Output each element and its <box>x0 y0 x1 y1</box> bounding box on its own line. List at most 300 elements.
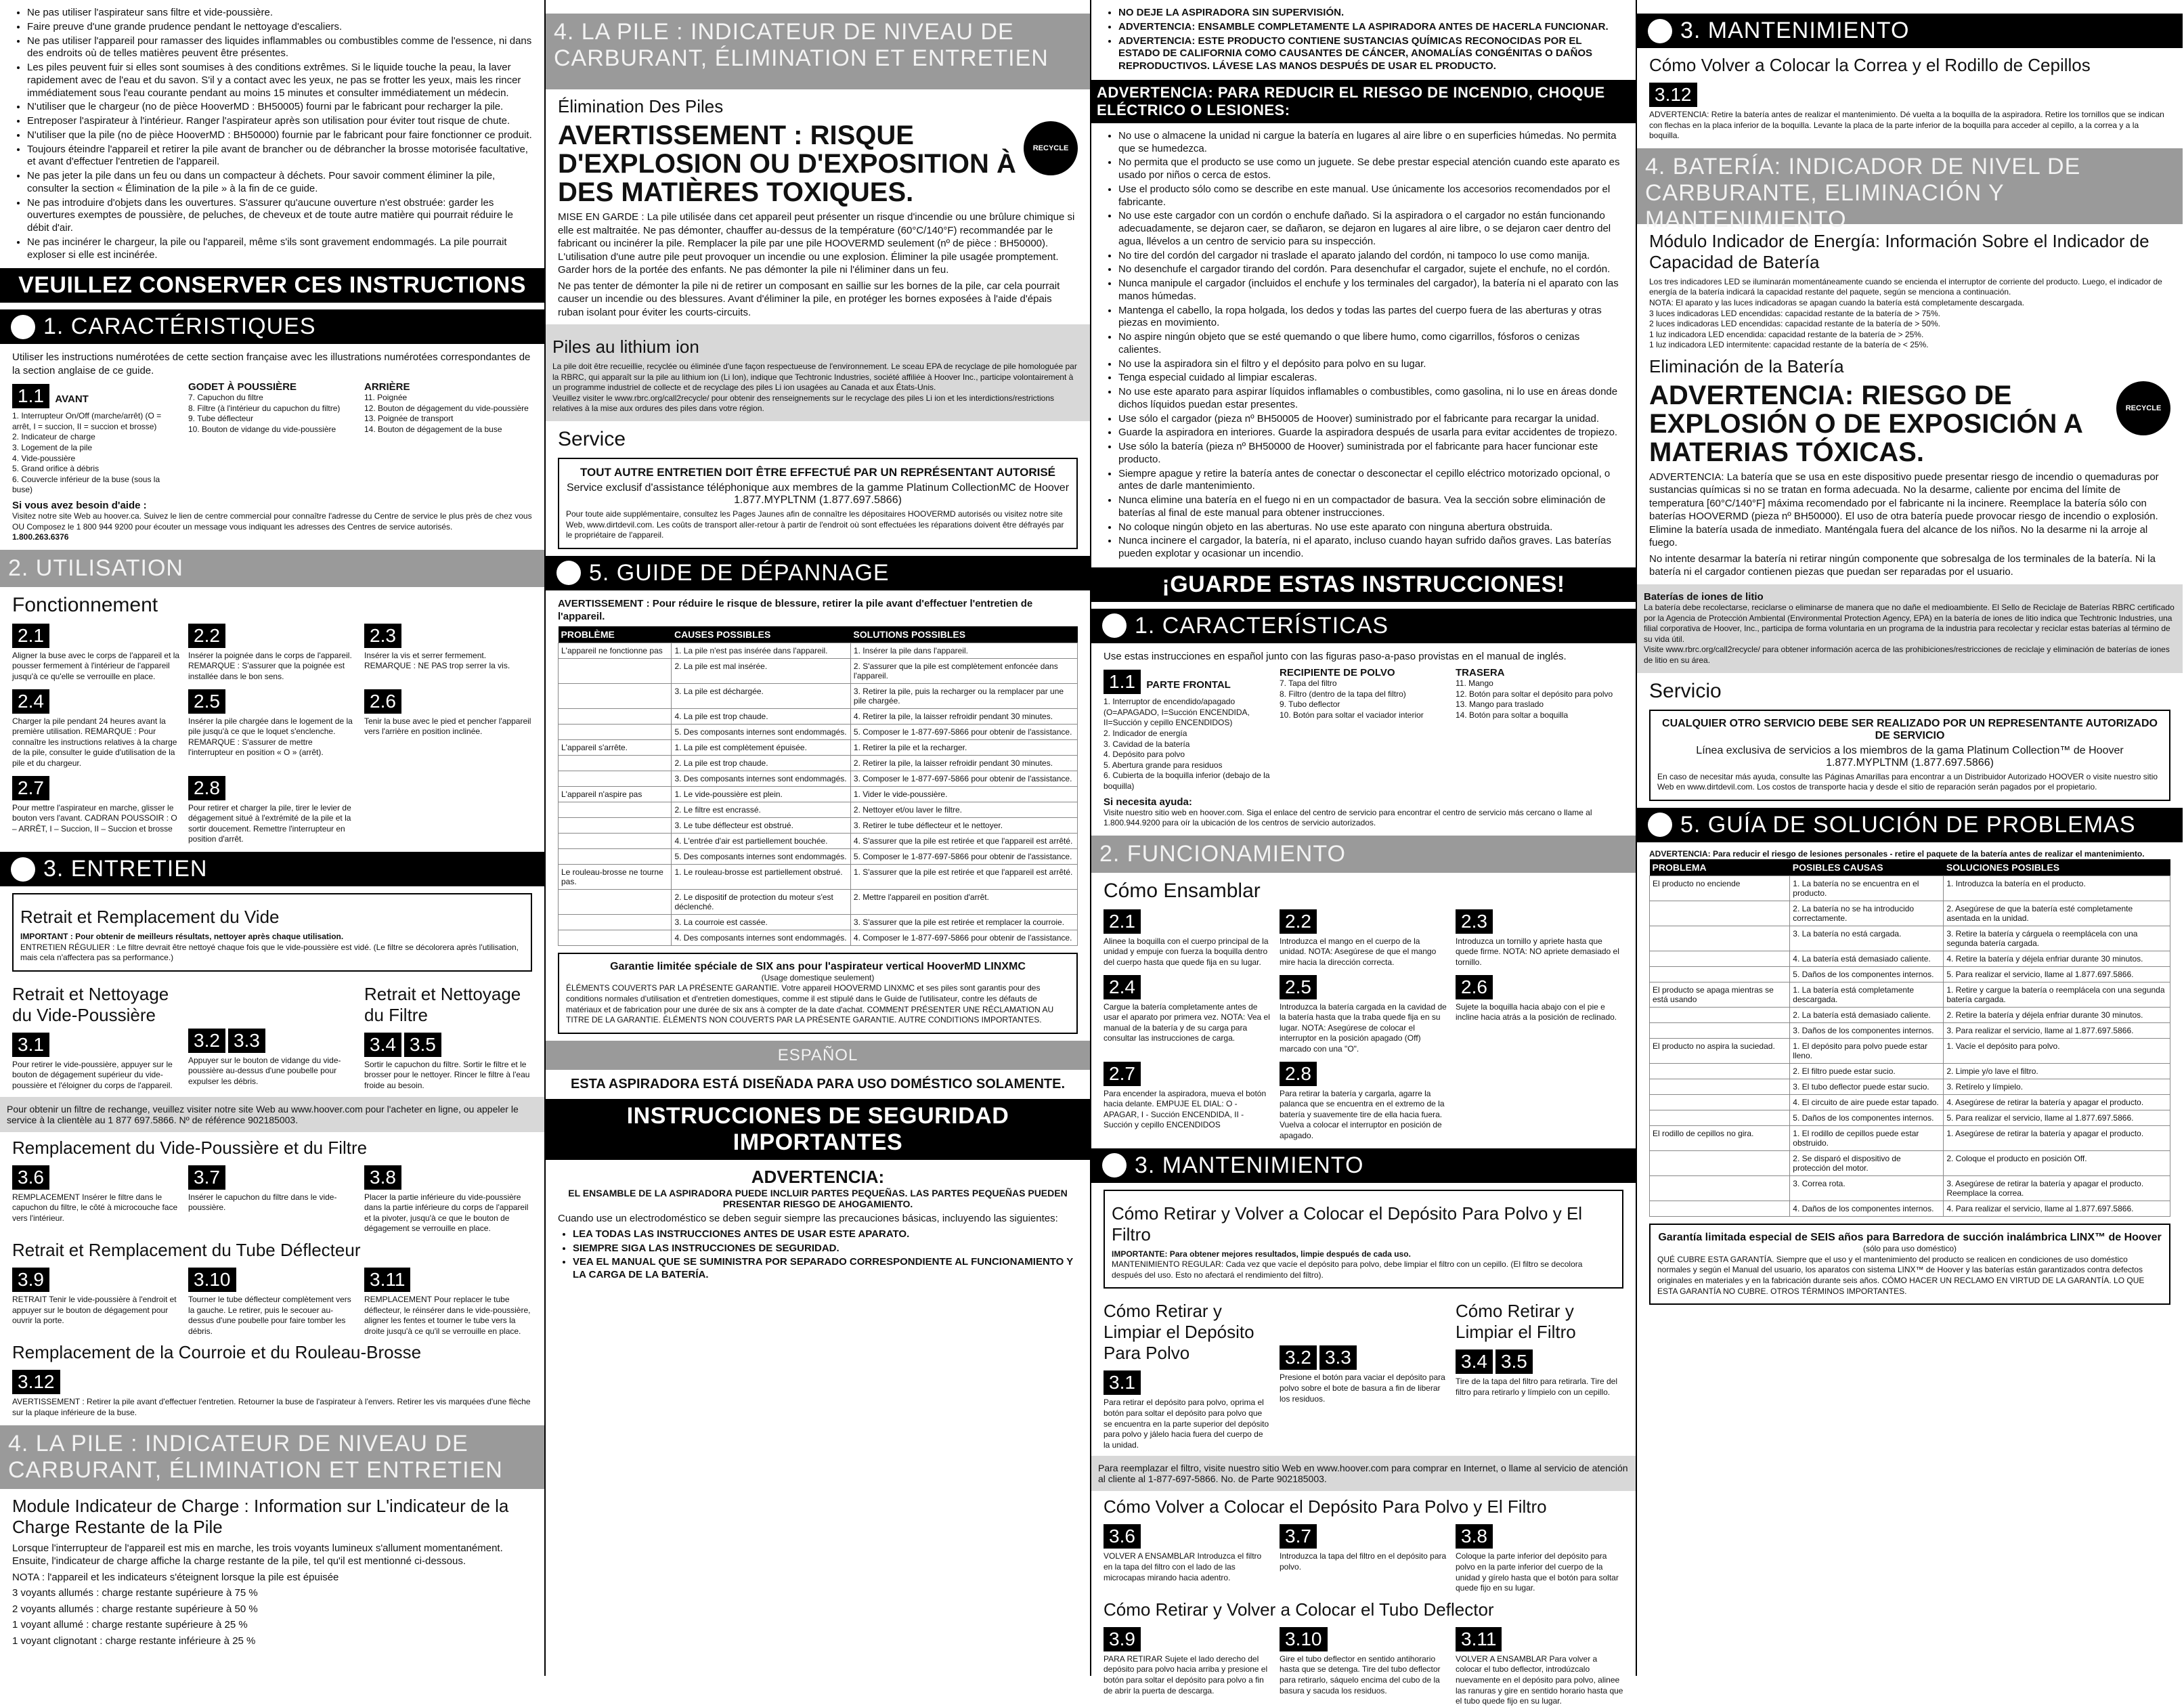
table-cell: 4. Asegúrese de retirar la batería y apagar el producto. <box>1944 1095 2170 1110</box>
table-cell: 3. La batería no está cargada. <box>1790 926 1944 951</box>
step <box>12 687 180 769</box>
group-title: GODET À POUSSIÈRE <box>188 381 297 393</box>
section-heading <box>0 309 544 344</box>
step-number: 2.2 <box>1280 909 1317 934</box>
list-item: • Nunca elimine una batería en el fuego ni en un compactador de basura. Vea la sección sobre eliminación de baterías al final de este manual para obtener instrucciones. <box>1118 494 1623 520</box>
table-cell: El producto no aspira la suciedad. <box>1650 1039 1790 1064</box>
features-grid <box>12 381 532 496</box>
step-number: 2.6 <box>1456 975 1493 999</box>
table-row <box>1650 1110 2170 1126</box>
list-item: • Use sólo el cargador (pieza nº BH50005 de Hoover) suministrado por el fabricante para recargar la unidad. <box>1118 413 1623 426</box>
table-cell: 5. Composer le 1-877-697-5866 pour obtenir de l'assistance. <box>850 724 1077 739</box>
list-item: 1 luz indicadora LED encendida: capacidad restante de la batería de > 25%. <box>1649 329 1924 339</box>
table-cell: 4. L'entrée d'air est partiellement bouchée. <box>672 833 850 848</box>
step-text: Introduzca un tornillo y apriete hasta que quede firme. NOTA: NO apriete demasiado el tornillo. <box>1456 936 1619 968</box>
subsection-title: Retrait et Nettoyage du Vide-Poussière <box>12 983 169 1025</box>
table-body <box>559 643 1078 945</box>
step-text: Insérer le capuchon du filtre dans le vide-poussière. <box>188 1192 337 1213</box>
troubleshoot-warning: AVERTISSEMENT : Pour réduire le risque de blessure, retirer la pile avant d'effectuer l'entretien de l'appareil. <box>558 597 1033 623</box>
list-item: 12. Bouton de dégagement du vide-poussière <box>364 403 529 413</box>
table-cell <box>1650 1095 1790 1110</box>
step-text: Para retirar la batería y cargarla, agarre la palanca que se encuentra en el extremo de la batería y suavemente tire de ella hacia fuera. Vuelva a colocar el interruptor en posición de apagado. <box>1280 1088 1445 1140</box>
help-text: Visitez notre site Web au hoover.ca. Suivez le lien de centre commercial pour connaître l'adresse du Centre de service le plus près de chez vous OU Composez le 1 800 944 9200 pour écouter un message vous indiquant les adresses des Centres de service autorisés. <box>12 511 532 532</box>
table-row <box>559 755 1078 771</box>
table-cell: 4. Des composants internes sont endommagés. <box>672 930 850 945</box>
list-item: • Use el producto sólo como se describe en este manual. Use únicamente los accesorios recomendados por el fabricante. <box>1118 183 1623 209</box>
table-cell: 1. Le rouleau-brosse est partiellement obstrué. <box>672 864 850 889</box>
table-header: SOLUCIONES POSIBLES <box>1944 859 2170 876</box>
table-cell: 1. Asegúrese de retirar la batería y apagar el producto. <box>1944 1126 2170 1151</box>
step-number: 3.7 <box>188 1165 225 1190</box>
table-cell: 4. Retire la batería y déjela enfriar durante 30 minutos. <box>1944 951 2170 967</box>
step-text: Introduzca la tapa del filtro en el depósito para polvo. <box>1280 1551 1447 1572</box>
step-number: 3.5 <box>404 1033 441 1057</box>
list-item: • No tire del cordón del cargador ni traslade el aparato jalando del cordón, ni tampoco lo use como manija. <box>1118 250 1623 263</box>
step <box>12 621 180 683</box>
table-row <box>559 817 1078 833</box>
step-group <box>188 978 356 1092</box>
step <box>1456 972 1623 1055</box>
step-number: 3.6 <box>12 1165 49 1190</box>
domestic-use-note: ESTA ASPIRADORA ESTÁ DISEÑADA PARA USO DOMÉSTICO SOLAMENTE. <box>570 1077 1066 1092</box>
service-box <box>1649 710 2170 801</box>
table-cell: 4. Composer le 1-877-697-5866 pour obtenir de l'assistance. <box>850 930 1077 945</box>
table-cell: 3. La pile est déchargée. <box>672 683 850 708</box>
table-row <box>559 889 1078 914</box>
top-warnings <box>1104 7 1623 73</box>
table-row <box>1650 1151 2170 1176</box>
box-text: Veuillez visiter le www.rbrc.org/call2recycle/ pour obtenir des renseignements sur le recyclage des piles Li ion et les interdictions/restrictions relatives à la mise aux ordures des piles dans votre région. <box>552 393 1054 414</box>
caution-text: MISE EN GARDE : La pile utilisée dans cet appareil peut présenter un risque d'incendie ou une brûlure chimique si elle est maltraitée. Ne pas démonter, chauffer au-dessus de la température (60°C/140°F) recommandée par le fabricant ou incinérer la pile. Remplacer la pile par une pile HOOVERMD seulement (nº de pièce : BH50000). L'utilisation d'une autre pile peut provoquer un incendie ou une explosion. Éliminer la pile usagée promptement. Garder hors de la portée des enfants. Ne pas démonter la pile ni l'éliminer dans un feu. <box>558 211 1075 276</box>
section-title: 5. GUIDE DE DÉPANNAGE <box>589 559 890 586</box>
section-heading <box>1637 14 2183 48</box>
subsection-title: Cómo Retirar y Volver a Colocar el Tubo Deflector <box>1104 1599 1494 1620</box>
table-row <box>1650 982 2170 1008</box>
step-text: PARA RETIRAR Sujete el lado derecho del depósito para polvo hacia arriba y presione el botón para soltar el depósito para polvo a fin de abrir la puerta de descarga. <box>1104 1654 1268 1695</box>
list-item: • No use la aspiradora sin el filtro y el depósito para polvo en su lugar. <box>1118 358 1623 371</box>
bullet-dot-icon <box>1648 813 1672 837</box>
table-cell <box>1650 967 1790 982</box>
table-cell: 2. Le dispositif de protection du moteur s'est déclenché. <box>672 889 850 914</box>
intro-text: Utiliser les instructions numérotées de cette section française avec les illustrations numérotées correspondantes de la section anglaise de ce guide. <box>12 351 531 376</box>
warning-banner: ADVERTENCIA: PARA REDUCIR EL RIESGO DE INCENDIO, CHOQUE ELÉCTRICO O LESIONES: <box>1091 80 1636 123</box>
troubleshoot-table <box>558 626 1078 946</box>
bullet-dot-icon <box>556 561 581 585</box>
step-number: 3.1 <box>1104 1370 1141 1395</box>
steps-row <box>12 621 532 683</box>
important-note: IMPORTANT : Pour obtenir de meilleurs résultats, nettoyer après chaque utilisation. <box>20 932 344 941</box>
list-item: • Faire preuve d'une grande prudence pendant le nettoyage d'escaliers. <box>27 21 532 34</box>
lithium-box <box>1637 584 2183 673</box>
step <box>188 1163 356 1234</box>
table-row <box>1650 1023 2170 1039</box>
safety-banner: INSTRUCCIONES DE SEGURIDAD IMPORTANTES <box>546 1099 1090 1160</box>
step-number: 3.7 <box>1280 1524 1317 1549</box>
service-subtitle: Service exclusif d'assistance téléphonique aux membres de la gamme Platinum CollectionMC de Hoover 1.877.MYPLTNM (1.877.697.5866) <box>566 481 1070 506</box>
list-item: • No permita que el producto se use como un juguete. Se debe prestar especial atención cuando este aparato es usado por niños o cerca de estos. <box>1118 156 1623 182</box>
list-item: 11. Mango <box>1456 678 1493 689</box>
entretien-box <box>12 893 532 972</box>
list-item: 8. Filtro (dentro de la tapa del filtro) <box>1280 689 1406 699</box>
step-text: Para retirar el depósito para polvo, oprima el botón para soltar el depósito para polvo que se encuentra en la parte superior del depósito para polvo y jálelo hacia fuera del cuerpo de la unidad. <box>1104 1398 1269 1450</box>
help-text: Visite nuestro sitio web en hoover.com. Siga el enlace del centro de servicio para encontrar el centro de servicio más cercano o llame al 1.800.944.9200 para oír la ubicación de los centros de servicio autorizados. <box>1104 807 1592 828</box>
step <box>188 687 356 769</box>
subsection-title: Eliminación de la Batería <box>1649 355 1844 376</box>
table-cell: 1. Introduzca la batería en el producto. <box>1944 876 2170 901</box>
table-cell: L'appareil s'arrête. <box>559 739 672 755</box>
step <box>1280 1059 1447 1142</box>
step-text: Coloque la parte inferior del depósito para polvo en la parte inferior del cuerpo de la unidad y gírelo hasta que el botón para soltar quede fijo en su lugar. <box>1456 1551 1619 1593</box>
bullet-dot-icon <box>1648 19 1672 43</box>
list-item: • Entreposer l'aspirateur à l'intérieur. Ranger l'aspirateur après son utilisation pour éviter tout risque de chute. <box>27 115 532 128</box>
step-number: 3.12 <box>12 1370 60 1394</box>
table-cell <box>1650 1008 1790 1023</box>
steps-row <box>1104 1624 1623 1707</box>
table-row <box>1650 1176 2170 1201</box>
subsection-title: Remplacement du Vide-Poussière et du Filtre <box>12 1137 368 1158</box>
subsection-title: Retrait et Nettoyage du Filtre <box>364 983 521 1025</box>
table-cell <box>559 755 672 771</box>
step-number: 3.2 <box>1280 1345 1317 1370</box>
step <box>12 1265 180 1337</box>
subsection-title: Retrait et Remplacement du Tube Déflecteur <box>12 1239 361 1260</box>
warranty-text: QUÉ CUBRE ESTA GARANTÍA. Siempre que el uso y el mantenimiento del producto se realicen en condiciones de uso doméstico normales y según el Manual del usuario, los aparatos con sistema LINX™ de Hoover y las baterías están garantizados contra defectos originales en materiales y en la fabricación durante seis años. CÓMO HACER UN RECLAMO EN VIRTUD DE LA GARANTÍA. LO QUE ESTA GARANTÍA NO CUBRE. OTROS TÉRMINOS IMPORTANTES. <box>1657 1254 2145 1296</box>
table-cell: 5. Des composants internes sont endommagés. <box>672 724 850 739</box>
table-row <box>559 914 1078 930</box>
table-cell: 1. La batería está completamente descargada. <box>1790 982 1944 1008</box>
table-cell: L'appareil n'aspire pas <box>559 786 672 802</box>
step <box>1456 907 1623 968</box>
list-item: • No aspire ningún objeto que se esté quemando o que libere humo, como cigarrillos, fósforos o cenizas calientes. <box>1118 331 1623 357</box>
warning-heading: ADVERTENCIA: RIESGO DE EXPLOSIÓN O DE EXPOSICIÓN A MATERIAS TÓXICAS. <box>1649 380 2082 467</box>
box-text: La pile doit être recueillie, recyclée ou éliminée d'une façon respectueuse de l'environnement. Le sceau EPA de recyclage de pile homologuée par la RBRC, qui apparaît sur la pile au lithium ion (Li Ion), indique que Techtronic Industries, société affiliée à Hoover Inc., participe volontairement à un programme industriel de collecte et de recyclage des piles Li ion usagées au Canada et aux États-Unis. <box>552 362 1077 393</box>
table-cell: 4. Retirer la pile, la laisser refroidir pendant 30 minutes. <box>850 708 1077 724</box>
table-cell: 3. Retirer le tube déflecteur et le nettoyer. <box>850 817 1077 833</box>
section-heading <box>1091 1148 1636 1183</box>
group-title: TRASERA <box>1456 667 1505 679</box>
step-number: 2.1 <box>1104 909 1141 934</box>
list-item: • Mantenga el cabello, la ropa holgada, los dedos y todas las partes del cuerpo fuera de las aberturas y otras piezas en movimiento. <box>1118 305 1623 330</box>
step-text: VOLVER A ENSAMBLAR Introduzca el filtro en la tapa del filtro con el lado de las microcapas mirando hacia adentro. <box>1104 1551 1262 1582</box>
table-cell: 5. Para realizar el servicio, llame al 1.877.697.5866. <box>1944 1110 2170 1126</box>
table-cell: 2. La batería está demasiado caliente. <box>1790 1008 1944 1023</box>
table-row <box>559 708 1078 724</box>
step-number: 3.9 <box>1104 1627 1141 1651</box>
list-item: 1 voyant clignotant : charge restante inférieure à 25 % <box>12 1635 256 1647</box>
group-title: RECIPIENTE DE POLVO <box>1280 667 1395 679</box>
table-cell: 1. La pile est complètement épuisée. <box>672 739 850 755</box>
list-item: • Nunca manipule el cargador (incluidos el enchufe y los terminales del cargador), la batería ni el aparato con las manos húmedas. <box>1118 278 1623 303</box>
box-text: Visite www.rbrc.org/call2recycle/ para obtener información acerca de las prohibiciones/restricciones de reciclaje y eliminación de baterías de iones de litio en su área. <box>1644 645 2170 665</box>
step <box>1104 972 1271 1055</box>
table-row <box>559 643 1078 658</box>
step-number: 2.8 <box>1280 1062 1317 1086</box>
column-spanish-1 <box>1091 0 1637 1706</box>
list-item: 3. Logement de la pile <box>12 443 93 453</box>
list-item: • LEA TODAS LAS INSTRUCCIONES ANTES DE USAR ESTE APARATO. <box>573 1228 1078 1241</box>
list-item: 1 voyant allumé : charge restante supérieure à 25 % <box>12 1619 248 1631</box>
step <box>1280 1521 1447 1593</box>
list-item: 13. Poignée de transport <box>364 414 454 424</box>
step <box>1104 1624 1271 1707</box>
table-header: POSIBLES CAUSAS <box>1790 859 1944 876</box>
table-cell: 5. Composer le 1-877-697-5866 pour obtenir de l'assistance. <box>850 848 1077 864</box>
list-item: • Ne pas utiliser l'appareil pour ramasser des liquides inflammables ou combustibles comme de l'essence, ni dans des endroits où de telles matières peuvent être présentes. <box>27 35 532 61</box>
table-cell <box>559 848 672 864</box>
list-item: • No use este aparato para aspirar líquidos inflamables o combustibles, como gasolina, ni lo use en áreas donde dichos líquidos puedan estar presentes. <box>1118 386 1623 412</box>
table-cell <box>1650 1176 1790 1201</box>
table-cell: 3. Correa rota. <box>1790 1176 1944 1201</box>
step-number: 3.8 <box>364 1165 401 1190</box>
step-text: Aligner la buse avec le corps de l'appareil et la pousser fermement à l'intérieur de l'appareil jusqu'à ce qu'elle se verrouille en place. <box>12 650 180 682</box>
steps-row <box>1104 1059 1623 1142</box>
table-header: PROBLEMA <box>1650 859 1790 876</box>
table-cell <box>559 724 672 739</box>
step-text: Insérer la poignée dans le corps de l'appareil. REMARQUE : S'assurer que la poignée est installée dans le bon sens. <box>188 650 352 682</box>
list-item: • N'utiliser que la pile (no de pièce HooverMD : BH50000) fournie par le fabricant pour faire fonctionner ce produit. <box>27 129 532 142</box>
section-heading: 4. LA PILE : INDICATEUR DE NIVEAU DE CARBURANT, ÉLIMINATION ET ENTRETIEN <box>546 14 1090 89</box>
table-cell: 1. Vacíe el depósito para polvo. <box>1944 1039 2170 1064</box>
list-item: 3. Cavidad de la batería <box>1104 739 1190 749</box>
subsection-title: Module Indicateur de Charge : Information sur L'indicateur de la Charge Restante de la Pile <box>12 1495 509 1537</box>
table-cell: 4. La pile est trop chaude. <box>672 708 850 724</box>
features-recipiente <box>1280 667 1447 792</box>
table-cell: 2. Le filtre est encrassé. <box>672 802 850 817</box>
steps-row <box>12 1265 532 1337</box>
module-note: NOTA : l'appareil et les indicateurs s'éteignent lorsque la pile est épuisée <box>12 1571 339 1583</box>
step <box>1280 907 1447 968</box>
step <box>12 773 180 845</box>
step-number: 2.4 <box>12 689 49 714</box>
list-item: • Nunca incinere el cargador, la batería, ni el aparato, incluso cuando hayan sufrido daños graves. Las baterías pueden explotar y ocasionar un incendio. <box>1118 535 1623 561</box>
step-text: AVERTISSEMENT : Retirer la pile avant d'effectuer l'entretien. Retourner la buse de l'aspirateur à l'envers. Retirer les vis marquées d'une flèche sur la plaque inférieure de la buse. <box>12 1397 531 1417</box>
step-number: 1.1 <box>12 384 49 408</box>
table-row <box>1650 876 2170 901</box>
table-cell: 2. Retire la batería y déjela enfriar durante 30 minutos. <box>1944 1008 2170 1023</box>
disassembly-text: Ne pas tenter de démonter la pile ni de retirer un composant en saillie sur les bornes de la pile, car cela pourrait causer un incendie ou des blessures. Avant d'éliminer la pile, en protéger les bornes exposées à l'aide d'épais ruban isolant pour éviter les courts-circuits. <box>558 280 1060 318</box>
step <box>364 1163 532 1234</box>
table-cell: 3. Le tube déflecteur est obstrué. <box>672 817 850 833</box>
table-cell: 1. El depósito para polvo puede estar lleno. <box>1790 1039 1944 1064</box>
list-item: 2 voyants allumés : charge restante supérieure à 50 % <box>12 1603 258 1615</box>
table-cell: 3. Composer le 1-877-697-5866 pour obtenir de l'assistance. <box>850 771 1077 786</box>
features-trasera <box>1456 667 1623 792</box>
module-text: Los tres indicadores LED se iluminarán momentáneamente cuando se encienda el interruptor de corriente del producto. Luego, el indicador de energía de la batería indicará la capacidad restante del paquete, según se menciona a continuación. <box>1649 276 2162 297</box>
list-item: • No desenchufe el cargador tirando del cordón. Para desenchufar el cargador, sujete el enchufe, no el cordón. <box>1118 263 1623 276</box>
table-cell <box>559 683 672 708</box>
step <box>1280 1624 1447 1707</box>
section-title: 1. CARACTERÍSTICAS <box>1135 612 1389 639</box>
step-text: Gire el tubo deflector en sentido antihorario hasta que se detenga. Tire del tubo deflector para retirarlo, sáquelo encima del cubo de la basura y sacuda los residuos. <box>1280 1654 1441 1695</box>
list-item: 10. Botón para soltar el vaciador interior <box>1280 710 1424 720</box>
list-item: • Use sólo la batería (pieza nº BH50000 de Hoover) suministrada por el fabricante para hacer funcionar este producto. <box>1118 441 1623 467</box>
list-item: 7. Capuchon du filtre <box>188 393 263 403</box>
table-cell: 2. Mettre l'appareil en position d'arrêt. <box>850 889 1077 914</box>
step-number: 2.5 <box>188 689 225 714</box>
service-text: Pour toute aide supplémentaire, consultez les Pages Jaunes afin de connaître les dépositaires HOOVERMD autorisés ou visitez notre site Web, www.dirtdevil.com. Les coûts de transport aller-retour à partir de l'endroit où sont effectuées les réparations doivent être défrayés par le propriétaire de l'appareil. <box>566 509 1064 540</box>
list-item: 1. Interruptor de encendido/apagado (O=APAGADO, I=Succión ENCENDIDA, II=Succión y cepillo ENCENDIDOS) <box>1104 697 1250 728</box>
table-cell: 5. Daños de los componentes internos. <box>1790 967 1944 982</box>
section-title: 3. MANTENIMIENTO <box>1135 1152 1364 1178</box>
table-cell: 2. Limpie y/o lave el filtro. <box>1944 1064 2170 1079</box>
step-text: Tire de la tapa del filtro para retirarla. Tire del filtro para retirarlo y límpielo con un cepillo. <box>1456 1377 1617 1397</box>
table-cell <box>1650 1064 1790 1079</box>
features-grid <box>1104 667 1623 792</box>
table-cell: 4. S'assurer que la pile est retirée et que l'appareil est arrêté. <box>850 833 1077 848</box>
step-group <box>364 978 532 1092</box>
list-item: 3 luces indicadoras LED encendidas: capacidad restante de la batería de > 75%. <box>1649 308 1940 318</box>
language-heading: ESPAÑOL <box>546 1041 1090 1071</box>
table-cell: 1. S'assurer que la pile est retirée et que l'appareil est arrêté. <box>850 864 1077 889</box>
table-row <box>559 683 1078 708</box>
spacer <box>188 978 356 1026</box>
warning-heading: AVERTISSEMENT : RISQUE D'EXPLOSION OU D'EXPOSITION À DES MATIÈRES TOXIQUES. <box>558 121 1016 207</box>
table-cell: 4. Daños de los componentes internos. <box>1790 1201 1944 1217</box>
list-item: 11. Poignée <box>364 393 408 403</box>
group-title: ARRIÈRE <box>364 381 410 393</box>
table-body <box>1650 876 2170 1217</box>
guarde-banner: ¡GUARDE ESTAS INSTRUCCIONES! <box>1091 567 1636 602</box>
table-row <box>1650 1201 2170 1217</box>
service-text: En caso de necesitar más ayuda, consulte las Páginas Amarillas para encontrar a un Distribuidor Autorizado HOOVER o visite nuestro sitio Web en www.dirtdevil.com. Los costos de transporte hacia y desde el sitio de reparación serán pagados por el propietario. <box>1657 771 2158 792</box>
step <box>364 1265 532 1337</box>
step-number: 2.7 <box>12 776 49 800</box>
step-text: Alinee la boquilla con el cuerpo principal de la unidad y empuje con fuerza la boquilla dentro del cuerpo hasta que quede fija en su lugar. <box>1104 936 1269 968</box>
warranty-title: Garantie limitée spéciale de SIX ans pour l'aspirateur vertical HooverMD LINXMC <box>610 960 1026 972</box>
lithium-box <box>546 324 1090 421</box>
table-cell: 1. Le vide-poussière est plein. <box>672 786 850 802</box>
group-title: PARTE FRONTAL <box>1146 679 1231 691</box>
table-cell <box>559 708 672 724</box>
step-number: 3.4 <box>1456 1349 1493 1374</box>
subsection-title: Servicio <box>1649 679 1722 702</box>
subsection-title: Retrait et Remplacement du Vide <box>20 907 280 927</box>
section-title: 3. MANTENIMIENTO <box>1680 18 1910 43</box>
step-number: 3.10 <box>1280 1627 1328 1651</box>
step-number: 2.8 <box>188 776 225 800</box>
help-title: Si necesita ayuda: <box>1104 796 1192 808</box>
list-item: • No use o almacene la unidad ni cargue la batería en lugares al aire libre o en superficies húmedas. No permita que se humedezca. <box>1118 130 1623 156</box>
disassembly-text: No intente desarmar la batería ni retirar ningún componente que sobresalga de los terminales de la batería. Ni la batería ni el cargador contienen piezas que puedan ser reparadas por el usuario. <box>1649 553 2156 578</box>
list-item: • Ne pas jeter la pile dans un feu ou dans un compacteur à déchets. Pour savoir comment éliminer la pile, consulter la section « Élimination de la pile » à la fin de ce guide. <box>27 170 532 196</box>
bullet-dot-icon <box>11 857 35 882</box>
list-item: 1. Interrupteur On/Off (marche/arrêt) (O = arrêt, I = succion, II = succion et brosse) <box>12 411 162 431</box>
step-text: VOLVER A ENSAMBLAR Para volver a colocar el tubo deflector, introdúzcalo nuevamente en el depósito para polvo, alinee las ranuras y gire en sentido horario hasta que el tubo quede fijo en su lugar. <box>1456 1654 1623 1706</box>
bullet-dot-icon <box>11 315 35 339</box>
table-cell <box>1650 1151 1790 1176</box>
features-godet <box>188 381 356 496</box>
table-cell: 2. Coloque el producto en posición Off. <box>1944 1151 2170 1176</box>
step-number: 2.7 <box>1104 1062 1141 1086</box>
steps-row <box>1104 1295 1623 1450</box>
section-heading: 2. UTILISATION <box>0 550 544 587</box>
table-row <box>559 771 1078 786</box>
section-heading: 2. FUNCIONAMIENTO <box>1091 836 1636 873</box>
table-row <box>1650 951 2170 967</box>
list-item: • NO DEJE LA ASPIRADORA SIN SUPERVISIÓN. <box>1118 7 1623 20</box>
list-item: 9. Tubo deflector <box>1280 699 1340 710</box>
step-number: 3.10 <box>188 1268 236 1292</box>
warranty-title: Garantía limitada especial de SEIS años para Barredora de succión inalámbrica LINX™ de Hoover <box>1658 1232 2162 1244</box>
features-avant <box>12 381 180 496</box>
table-cell <box>1650 1023 1790 1039</box>
subsection-title: Cómo Ensamblar <box>1104 879 1261 902</box>
help-title: Si vous avez besoin d'aide : <box>12 500 147 511</box>
step-number: 3.6 <box>1104 1524 1141 1549</box>
filter-note: Para reemplazar el filtro, visite nuestro sitio Web en www.hoover.com para comprar en Internet, o llame al servicio de atención al cliente al 1-877-697-5866. No. de Parte 902185003. <box>1091 1456 1636 1491</box>
step <box>1104 1059 1271 1142</box>
list-item: • No coloque ningún objeto en las aberturas. No use este aparato con ninguna abertura obstruida. <box>1118 521 1623 534</box>
step-number: 3.2 <box>188 1029 225 1053</box>
service-box <box>558 458 1078 549</box>
table-header: PROBLÈME <box>559 626 672 643</box>
table-cell <box>1650 926 1790 951</box>
bullet-dot-icon <box>1102 613 1127 638</box>
section-heading: 4. LA PILE : INDICATEUR DE NIVEAU DE CARBURANT, ÉLIMINATION ET ENTRETIEN <box>0 1425 544 1489</box>
important-note: IMPORTANTE: Para obtener mejores resultados, limpie después de cada uso. <box>1112 1249 1411 1259</box>
list-item: 4. Vide-poussière <box>12 453 76 463</box>
table-cell: 4. El circuito de aire puede estar tapado. <box>1790 1095 1944 1110</box>
step-text: Pour mettre l'aspirateur en marche, glisser le bouton vers l'avant. CADRAN POUSSOIR : O – ARRÊT, I – Succion, II – Succion et brosse <box>12 802 177 834</box>
warning-label: ADVERTENCIA: <box>751 1167 885 1188</box>
steps-row <box>12 773 532 845</box>
table-row <box>1650 926 2170 951</box>
step <box>188 621 356 683</box>
spacer <box>1280 1295 1447 1343</box>
table-row <box>559 848 1078 864</box>
table-row <box>1650 1064 2170 1079</box>
table-cell: 2. Retirer la pile, la laisser refroidir pendant 30 minutes. <box>850 755 1077 771</box>
list-item: 6. Couvercle inférieur de la buse (sous la buse) <box>12 474 160 495</box>
subsection-title: Cómo Retirar y Volver a Colocar el Depósito Para Polvo y El Filtro <box>1112 1203 1583 1245</box>
list-item: • No use este cargador con un cordón o enchufe dañado. Si la aspiradora o el cargador no están funcionando adecuadamente, se dejaron caer, se dañaron, se dejaron en lugares al aire libre, o se dejaron caer dentro del agua, llévelos a un centro de servicio para su inspección. <box>1118 210 1623 248</box>
warranty-subtitle: (Usage domestique seulement) <box>761 972 875 982</box>
step-text: Tenir la buse avec le pied et pencher l'appareil vers l'arrière en position inclinée. <box>364 716 531 737</box>
step-number: 3.3 <box>1319 1345 1357 1370</box>
box-title: Baterías de iones de litio <box>1644 590 1764 603</box>
step-spacer <box>1456 1059 1623 1142</box>
subsection-title: Cómo Volver a Colocar la Correa y el Rodillo de Cepillos <box>1649 55 2091 75</box>
table-cell: 2. La pile est trop chaude. <box>672 755 850 771</box>
step-text: Pour retirer le vide-poussière, appuyer sur le bouton de dégagement supérieur du vide-poussière et l'éloigner du corps de l'appareil. <box>12 1059 173 1090</box>
list-item: 12. Botón para soltar el depósito para polvo <box>1456 689 1613 699</box>
section-heading <box>1637 808 2183 842</box>
step-group <box>12 978 180 1092</box>
table-row <box>559 930 1078 945</box>
steps-row <box>12 687 532 769</box>
step-group <box>1456 1295 1623 1450</box>
table-cell: 1. La pile n'est pas insérée dans l'appareil. <box>672 643 850 658</box>
section-title: 1. CARACTÉRISTIQUES <box>43 314 316 340</box>
table-cell: 5. Des composants internes sont endommagés. <box>672 848 850 864</box>
subsection-title: Cómo Retirar y Limpiar el Filtro <box>1456 1301 1576 1343</box>
list-item: • Siempre apague y retire la batería antes de conectar o desconectar el cepillo eléctrico motorizado opcional, o antes de darle mantenimiento. <box>1118 468 1623 494</box>
table-cell: 1. El rodillo de cepillos puede estar obstruido. <box>1790 1126 1944 1151</box>
step-number: 3.5 <box>1495 1349 1533 1374</box>
subsection-title: Fonctionnement <box>12 593 158 616</box>
warranty-text: ÉLÉMENTS COUVERTS PAR LA PRÉSENTE GARANTIE. Votre appareil HOOVERMD LINXMC et ses piles sont garantis pour des conditions normales d'utilisation et d'entretien domestiques, comme il est stipulé dans le Guide de l'utilisateur, contre les défauts de matériaux et de fabrication pour une durée de six ans à compter de la date d'achat. COMMENT PRÉSENTER UNE RÉCLAMATION AU TITRE DE LA GARANTIE. ÉLÉMENTS NON COUVERTS PAR LA PRÉSENTE GARANTIE. AUTRE CONDITIONS IMPORTANTES. <box>566 983 1054 1025</box>
table-row <box>559 802 1078 817</box>
mantenimiento-box <box>1104 1190 1623 1289</box>
step-text: Sortir le capuchon du filtre. Sortir le filtre et le brosser pour le nettoyer. Rincer le filtre à l'eau froide au besoin. <box>364 1059 530 1090</box>
steps-row <box>1104 1521 1623 1593</box>
list-item: • Ne pas utiliser l'aspirateur sans filtre et vide-poussière. <box>27 7 532 20</box>
table-cell: 5. Para realizar el servicio, llame al 1.877.697.5866. <box>1944 967 2170 982</box>
list-item: • Ne pas introduire d'objets dans les ouvertures. S'assurer qu'aucune ouverture n'est obstruée: garder les ouvertures exemptes de poussière, de peluches, de cheveux et de toute autre matière qui pourrait réduire le débit d'air. <box>27 197 532 235</box>
step-text: ADVERTENCIA: Retire la batería antes de realizar el mantenimiento. Dé vuelta a la boquilla de la aspiradora. Retire los tornillos que se indican con flechas en la placa inferior de la boquilla. Levante la placa de la parte inferior de la boquilla para acceder al cepillo, a la correa y a la boquilla. <box>1649 110 2164 141</box>
service-title: TOUT AUTRE ENTRETIEN DOIT ÊTRE EFFECTUÉ PAR UN REPRÉSENTANT AUTORISÉ <box>580 465 1056 479</box>
section-heading <box>546 556 1090 590</box>
